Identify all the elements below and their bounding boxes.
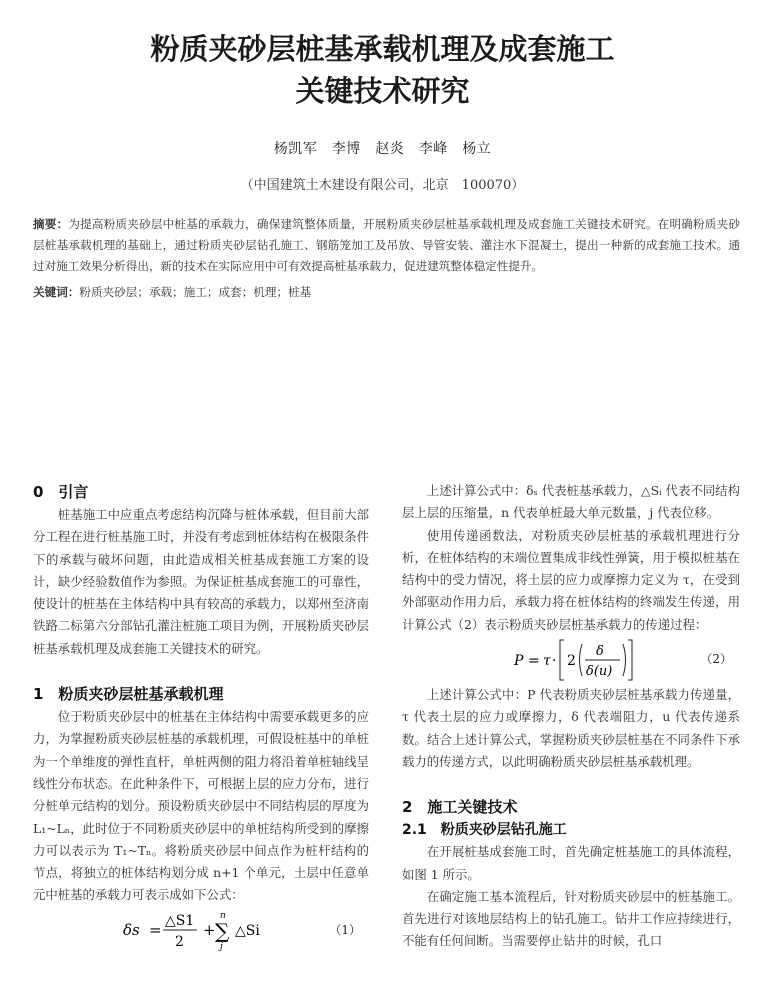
eq1-frac-den: 2 [175, 933, 184, 950]
svg-text:·: · [552, 653, 557, 670]
equation-1 [33, 907, 369, 951]
eq2-tau: τ [543, 653, 551, 670]
eq2-lhs: P [514, 653, 524, 670]
title-line-1: 粉质夹砂层桩基承载机理及成套施工 [150, 32, 615, 66]
equation-2-formula [512, 636, 712, 684]
abstract-text: 为提高粉质夹砂层中桩基的承载力，确保建筑整体质量，开展粉质夹砂层桩基承载机理及成套施工关键技术研究。在明确粉质夹砂层桩基承载机理的基础上，通过粉质夹砂层钻孔施工、钢筋笼加工及吊放、导管安装、灌注水下混凝土，提出一种新的成套施工技术。通过对施工效果分析得出，新的技术在实际应用中可有效提高桩基承载力，促进建筑整体稳定性提升。 [33, 217, 740, 273]
section-2-1-paragraph-1: 在开展桩基成套施工时，首先确定桩基施工的具体流程，如图 1 所示。 [402, 844, 740, 882]
eq1-term: △Si [235, 922, 260, 939]
right-paragraph-1: 上述计算公式中：δₛ 代表桩基承载力，△Sᵢ 代表不同结构层上层的压缩量，n 代表单桩最大单元数量，j 代表位移。 [402, 483, 740, 521]
keywords-text: 粉质夹砂层；承载；施工；成套；机理；桩基 [79, 285, 312, 299]
svg-text:=: = [149, 920, 162, 939]
eq2-num: δ [596, 644, 604, 660]
equation-2 [402, 636, 740, 684]
title-line-2: 关键技术研究 [295, 74, 470, 108]
right-paragraph-3: 上述计算公式中：P 代表粉质夹砂层桩基承载力传递量，τ 代表土层的应力或摩擦力，δ 代表端阻力，u 代表传递系数。结合上述计算公式，掌握粉质夹砂层桩基在不同条件下承载力的传递方式，以此明确粉质夹砂层桩基承载机理。 [402, 687, 740, 769]
section-2-1-paragraph-2: 在确定施工基本流程后，针对粉质夹砂层中的桩基施工。首先进行对该地层结构上的钻孔施工。钻井工作应持续进行，不能有任何间断。当需要停止钻井的时候，孔口 [402, 888, 740, 949]
section-1-heading: 1 粉质夹砂层桩基承载机理 [33, 685, 224, 704]
keywords [33, 282, 740, 303]
left-column [33, 480, 369, 951]
svg-text:∑: ∑ [215, 918, 230, 943]
eq1-sum-top: n [220, 910, 226, 921]
section-2-heading: 2 施工关键技术 [402, 798, 518, 817]
affiliation: （中国建筑土木建设有限公司，北京 100070） [240, 178, 525, 193]
paper-title [0, 28, 765, 112]
right-paragraph-2: 使用传递函数法，对粉质夹砂层桩基的承载机理进行分析，在桩体结构的末端位置集成非线性弹簧，用于模拟桩基在结构中的受力情况，将土层的应力或摩擦力定义为 τ，在受到外部驱动作用力后，承载力将在桩体结构的终端发生传递，用计算公式（2）表示粉质夹砂层桩基承载力的传递过程： [402, 527, 740, 632]
section-2-1-heading: 2.1 粉质夹砂层钻孔施工 [402, 822, 567, 839]
svg-text:+: + [203, 920, 216, 939]
eq1-lhs: δs [123, 920, 140, 939]
section-0-paragraph: 桩基施工中应重点考虑结构沉降与桩体承载，但目前大部分工程在进行桩基施工时，并没有考虑到桩体结构在极限条件下的承载与破坏问题，由此造成相关桩基成套施工方案的设计，缺少经验数值作为参照。为保证桩基成套施工的可靠性，使设计的桩基在主体结构中具有较高的承载力，以郑州至济南铁路二标第六分部钻孔灌注桩施工项目为例，开展粉质夹砂层桩基承载机理及成套施工关键技术的研究。 [33, 507, 369, 656]
svg-text:=: = [528, 653, 540, 670]
equation-1-formula [121, 907, 361, 951]
keywords-label: 关键词： [33, 285, 80, 299]
abstract-label: 摘要： [33, 217, 69, 231]
equation-1-number: （1） [329, 922, 361, 937]
equation-2-number: （2） [700, 652, 732, 667]
eq2-two: 2 [567, 653, 576, 670]
eq1-frac-num: △S1 [165, 912, 195, 929]
section-0-heading: 0 引言 [33, 483, 89, 501]
right-column [402, 480, 740, 953]
section-1-paragraph: 位于粉质夹砂层中的桩基在主体结构中需要承载更多的应力，为掌握粉质夹砂层桩基的承载机理，可假设桩基中的单桩为一个单维度的弹性直杆，单桩两侧的阻力将沿着单桩轴线呈线性分布状态。在此种条件下，可根据上层的应力分布，进行分桩单元结构的划分。预设粉质夹砂层中不同结构层的厚度为 L₁~Lₙ，此时位于不同粉质夹砂层中的单桩结构所受到的摩擦力可以表示为 T₁~Tₙ。将粉质夹砂层中间点作为桩杆结构的节点，将独立的桩体结构划分成 n+1 个单元，土层中任意单元中桩基的承载力可表示成如下公式： [33, 709, 369, 903]
author-list: 杨凯军 李博 赵炎 李峰 杨立 [273, 141, 492, 157]
abstract [33, 214, 740, 277]
eq1-sum-bot: j [220, 941, 223, 951]
eq2-den: δ(u) [586, 664, 613, 680]
